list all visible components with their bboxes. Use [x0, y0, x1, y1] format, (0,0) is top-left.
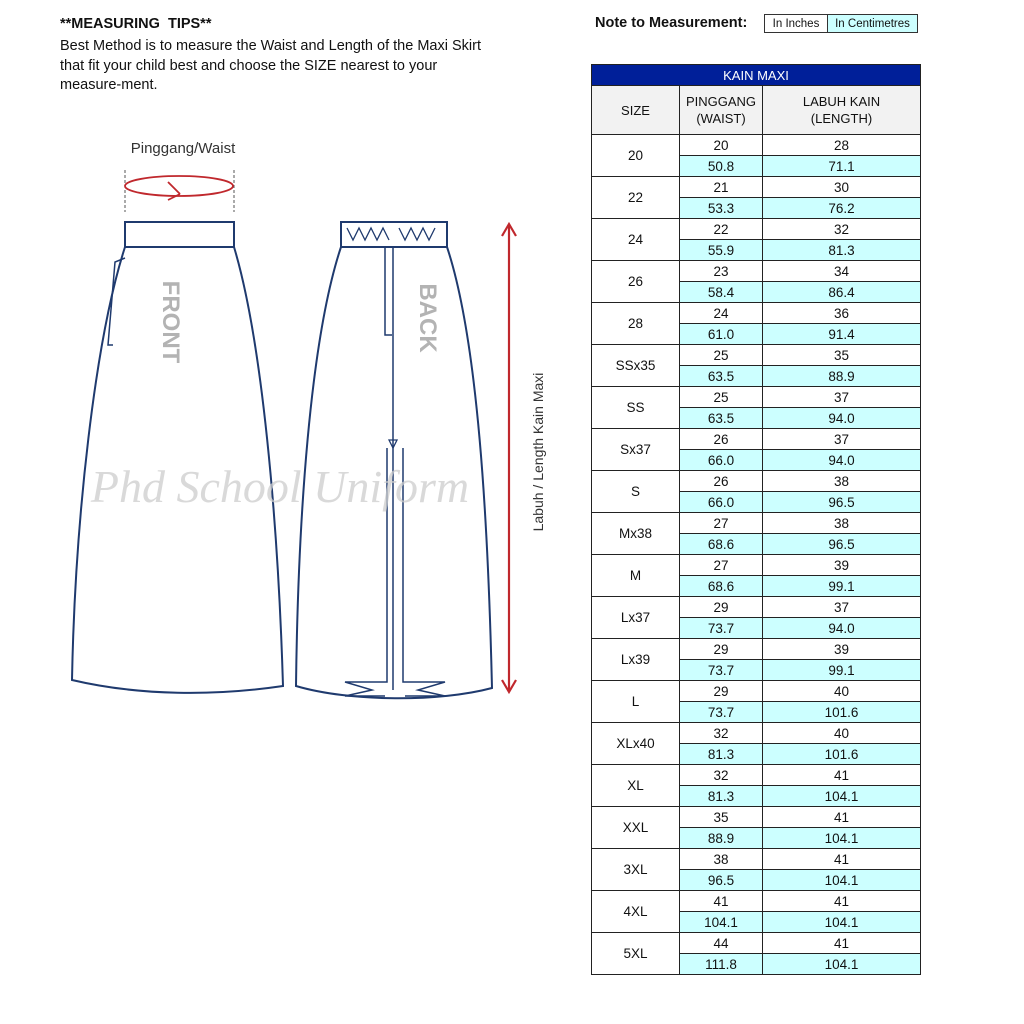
- size-cell: 22: [592, 177, 680, 219]
- header-length-line1: LABUH KAIN: [802, 94, 881, 109]
- header-length-line2: (LENGTH): [810, 111, 873, 126]
- table-row: [592, 387, 921, 408]
- table-title: KAIN MAXI: [592, 65, 921, 86]
- waist-cm-cell: 58.4: [680, 282, 763, 303]
- header-size: SIZE: [592, 86, 680, 135]
- table-row: [592, 681, 921, 702]
- size-cell: Lx37: [592, 597, 680, 639]
- length-cm-cell: 104.1: [763, 786, 921, 807]
- waist-inches-cell: 35: [680, 807, 763, 828]
- table-row: [592, 177, 921, 198]
- waist-inches-cell: 32: [680, 723, 763, 744]
- front-label: FRONT: [157, 280, 184, 364]
- length-inches-cell: 34: [763, 261, 921, 282]
- length-cm-cell: 101.6: [763, 702, 921, 723]
- back-label: BACK: [414, 283, 441, 353]
- length-cm-cell: 96.5: [763, 492, 921, 513]
- waist-cm-cell: 73.7: [680, 660, 763, 681]
- table-row: [592, 219, 921, 240]
- size-cell: 4XL: [592, 891, 680, 933]
- skirt-diagram: [0, 0, 580, 760]
- waist-inches-cell: 32: [680, 765, 763, 786]
- table-row: [592, 471, 921, 492]
- table-row: [592, 849, 921, 870]
- waist-inches-cell: 20: [680, 135, 763, 156]
- length-inches-cell: 38: [763, 513, 921, 534]
- note-to-measurement-label: Note to Measurement:: [595, 15, 748, 31]
- length-cm-cell: 99.1: [763, 576, 921, 597]
- table-row: [592, 765, 921, 786]
- size-cell: XLx40: [592, 723, 680, 765]
- waist-inches-cell: 26: [680, 429, 763, 450]
- length-inches-cell: 39: [763, 639, 921, 660]
- length-cm-cell: 101.6: [763, 744, 921, 765]
- length-cm-cell: 94.0: [763, 450, 921, 471]
- table-row: [592, 807, 921, 828]
- length-cm-cell: 88.9: [763, 366, 921, 387]
- length-cm-cell: 76.2: [763, 198, 921, 219]
- length-cm-cell: 104.1: [763, 828, 921, 849]
- table-row: [592, 135, 921, 156]
- waist-inches-cell: 44: [680, 933, 763, 954]
- length-inches-cell: 41: [763, 849, 921, 870]
- waist-cm-cell: 61.0: [680, 324, 763, 345]
- legend-inches: In Inches: [764, 14, 828, 33]
- waist-label: Pinggang/Waist: [130, 140, 236, 157]
- waist-inches-cell: 27: [680, 555, 763, 576]
- length-inches-cell: 41: [763, 933, 921, 954]
- length-label: Labuh / Length Kain Maxi: [530, 372, 546, 532]
- length-arrow-icon: [502, 224, 516, 692]
- waist-inches-cell: 29: [680, 639, 763, 660]
- waist-cm-cell: 68.6: [680, 576, 763, 597]
- length-inches-cell: 41: [763, 891, 921, 912]
- length-cm-cell: 94.0: [763, 408, 921, 429]
- waist-inches-cell: 22: [680, 219, 763, 240]
- size-cell: 20: [592, 135, 680, 177]
- length-inches-cell: 38: [763, 471, 921, 492]
- length-inches-cell: 40: [763, 723, 921, 744]
- length-inches-cell: 40: [763, 681, 921, 702]
- watermark: Phd School Uniform: [90, 461, 470, 512]
- length-inches-cell: 41: [763, 765, 921, 786]
- size-rows: [592, 135, 921, 975]
- size-cell: Mx38: [592, 513, 680, 555]
- header-length: [763, 86, 921, 135]
- length-cm-cell: 94.0: [763, 618, 921, 639]
- table-row: [592, 933, 921, 954]
- table-row: [592, 261, 921, 282]
- table-row: [592, 513, 921, 534]
- length-cm-cell: 104.1: [763, 870, 921, 891]
- size-cell: 28: [592, 303, 680, 345]
- size-cell: S: [592, 471, 680, 513]
- size-cell: SS: [592, 387, 680, 429]
- table-row: [592, 639, 921, 660]
- waist-cm-cell: 63.5: [680, 408, 763, 429]
- header-waist-line1: PINGGANG: [685, 94, 757, 109]
- size-cell: Lx39: [592, 639, 680, 681]
- waist-inches-cell: 29: [680, 681, 763, 702]
- length-cm-cell: 81.3: [763, 240, 921, 261]
- waist-cm-cell: 81.3: [680, 744, 763, 765]
- legend-centimetres: In Centimetres: [827, 14, 918, 33]
- waist-inches-cell: 41: [680, 891, 763, 912]
- size-cell: M: [592, 555, 680, 597]
- waist-cm-cell: 111.8: [680, 954, 763, 975]
- length-cm-cell: 71.1: [763, 156, 921, 177]
- length-cm-cell: 104.1: [763, 912, 921, 933]
- waist-inches-cell: 21: [680, 177, 763, 198]
- table-row: [592, 891, 921, 912]
- waist-inches-cell: 29: [680, 597, 763, 618]
- length-inches-cell: 37: [763, 429, 921, 450]
- length-inches-cell: 28: [763, 135, 921, 156]
- size-cell: L: [592, 681, 680, 723]
- length-inches-cell: 32: [763, 219, 921, 240]
- measuring-tips-body: Best Method is to measure the Waist and Length of the Maxi Skirt that fit your child best and choose the SIZE nearest to your measure-ment.: [60, 38, 481, 93]
- length-inches-cell: 36: [763, 303, 921, 324]
- waist-inches-cell: 27: [680, 513, 763, 534]
- length-cm-cell: 96.5: [763, 534, 921, 555]
- size-cell: XXL: [592, 807, 680, 849]
- length-cm-cell: 104.1: [763, 954, 921, 975]
- waist-cm-cell: 55.9: [680, 240, 763, 261]
- header-waist: [680, 86, 763, 135]
- table-row: [592, 345, 921, 366]
- waist-cm-cell: 88.9: [680, 828, 763, 849]
- waist-cm-cell: 68.6: [680, 534, 763, 555]
- waist-cm-cell: 96.5: [680, 870, 763, 891]
- length-cm-cell: 91.4: [763, 324, 921, 345]
- waist-cm-cell: 63.5: [680, 366, 763, 387]
- table-row: [592, 723, 921, 744]
- waist-cm-cell: 66.0: [680, 492, 763, 513]
- waist-cm-cell: 50.8: [680, 156, 763, 177]
- header-waist-line2: (WAIST): [696, 111, 746, 126]
- length-cm-cell: 99.1: [763, 660, 921, 681]
- length-inches-cell: 37: [763, 597, 921, 618]
- table-row: [592, 303, 921, 324]
- size-cell: XL: [592, 765, 680, 807]
- table-row: [592, 555, 921, 576]
- waist-cm-cell: 73.7: [680, 618, 763, 639]
- waist-cm-cell: 81.3: [680, 786, 763, 807]
- length-cm-cell: 86.4: [763, 282, 921, 303]
- waist-inches-cell: 25: [680, 387, 763, 408]
- size-cell: 24: [592, 219, 680, 261]
- waist-inches-cell: 26: [680, 471, 763, 492]
- waist-inches-cell: 38: [680, 849, 763, 870]
- waist-cm-cell: 73.7: [680, 702, 763, 723]
- length-inches-cell: 30: [763, 177, 921, 198]
- size-cell: SSx35: [592, 345, 680, 387]
- size-chart-table: [591, 64, 921, 975]
- waist-arrow-icon: [125, 176, 233, 200]
- table-row: [592, 597, 921, 618]
- size-cell: 5XL: [592, 933, 680, 975]
- table-row: [592, 429, 921, 450]
- size-cell: 3XL: [592, 849, 680, 891]
- measuring-tips-title: **MEASURING TIPS**: [60, 16, 212, 32]
- length-inches-cell: 37: [763, 387, 921, 408]
- length-inches-cell: 39: [763, 555, 921, 576]
- length-inches-cell: 35: [763, 345, 921, 366]
- waist-inches-cell: 23: [680, 261, 763, 282]
- size-cell: Sx37: [592, 429, 680, 471]
- waist-cm-cell: 66.0: [680, 450, 763, 471]
- length-inches-cell: 41: [763, 807, 921, 828]
- waist-cm-cell: 53.3: [680, 198, 763, 219]
- waist-inches-cell: 24: [680, 303, 763, 324]
- waist-inches-cell: 25: [680, 345, 763, 366]
- waist-cm-cell: 104.1: [680, 912, 763, 933]
- size-cell: 26: [592, 261, 680, 303]
